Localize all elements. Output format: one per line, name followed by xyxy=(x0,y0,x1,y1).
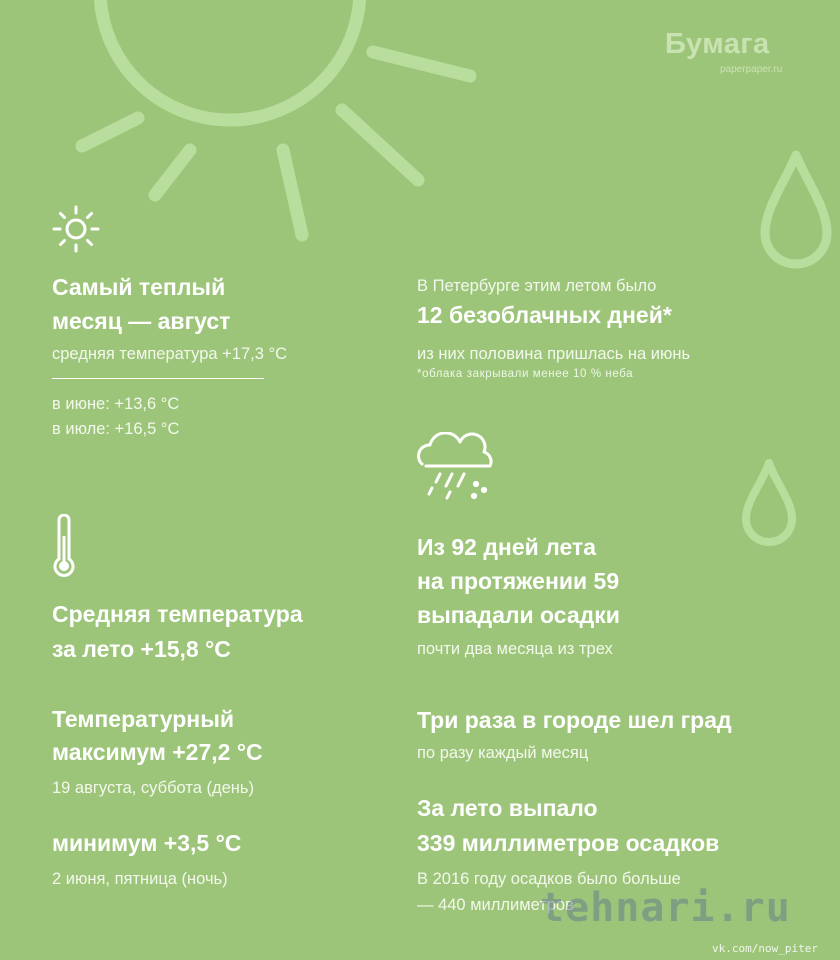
warm-month-subtitle: средняя температура +17,3 °С xyxy=(52,345,288,363)
decorative-drop-large xyxy=(748,140,840,280)
rain-days-line-3: выпадали осадки xyxy=(417,602,620,628)
warm-month-title-2: месяц — август xyxy=(52,308,231,334)
watermark-text: tehnari.ru xyxy=(540,885,791,931)
precip-line-1: За лето выпало xyxy=(417,795,598,821)
clear-days-headline: 12 безоблачных дней* xyxy=(417,302,672,328)
rain-days-sub: почти два месяца из трех xyxy=(417,640,613,658)
clear-days-intro: В Петербурге этим летом было xyxy=(417,277,657,295)
min-temp-date: 2 июня, пятница (ночь) xyxy=(52,870,228,888)
precip-sub-1: В 2016 году осадков было больше xyxy=(417,870,681,888)
warm-month-title-1: Самый теплый xyxy=(52,274,226,300)
hail-title: Три раза в городе шел град xyxy=(417,707,732,733)
precip-sub-2: — 440 миллиметров xyxy=(417,896,574,914)
max-temp-date: 19 августа, суббота (день) xyxy=(52,779,254,797)
brand-logo: Бумага xyxy=(665,28,770,60)
hail-sub: по разу каждый месяц xyxy=(417,744,589,762)
clear-days-footnote: *облака закрывали менее 10 % неба xyxy=(417,368,634,380)
sun-icon xyxy=(50,203,106,259)
rain-days-line-2: на протяжении 59 xyxy=(417,568,620,594)
avg-temp-line-1: Средняя температура xyxy=(52,601,303,627)
june-temperature: в июне: +13,6 °С xyxy=(52,395,180,413)
divider xyxy=(52,378,264,379)
watermark-vk: vk.com/now_piter xyxy=(712,942,818,955)
thermometer-icon xyxy=(48,514,78,584)
clear-days-detail: из них половина пришлась на июнь xyxy=(417,345,691,363)
min-temp-title: минимум +3,5 °С xyxy=(52,830,242,856)
avg-temp-line-2: за лето +15,8 °С xyxy=(52,636,231,662)
july-temperature: в июле: +16,5 °С xyxy=(52,420,180,438)
precip-line-2: 339 миллиметров осадков xyxy=(417,830,720,856)
decorative-drop-small xyxy=(736,455,806,555)
rain-days-line-1: Из 92 дней лета xyxy=(417,534,596,560)
max-temp-line-1: Температурный xyxy=(52,706,234,732)
brand-url: paperpaper.ru xyxy=(720,64,783,75)
rain-cloud-icon xyxy=(410,432,500,504)
max-temp-line-2: максимум +27,2 °С xyxy=(52,739,263,765)
